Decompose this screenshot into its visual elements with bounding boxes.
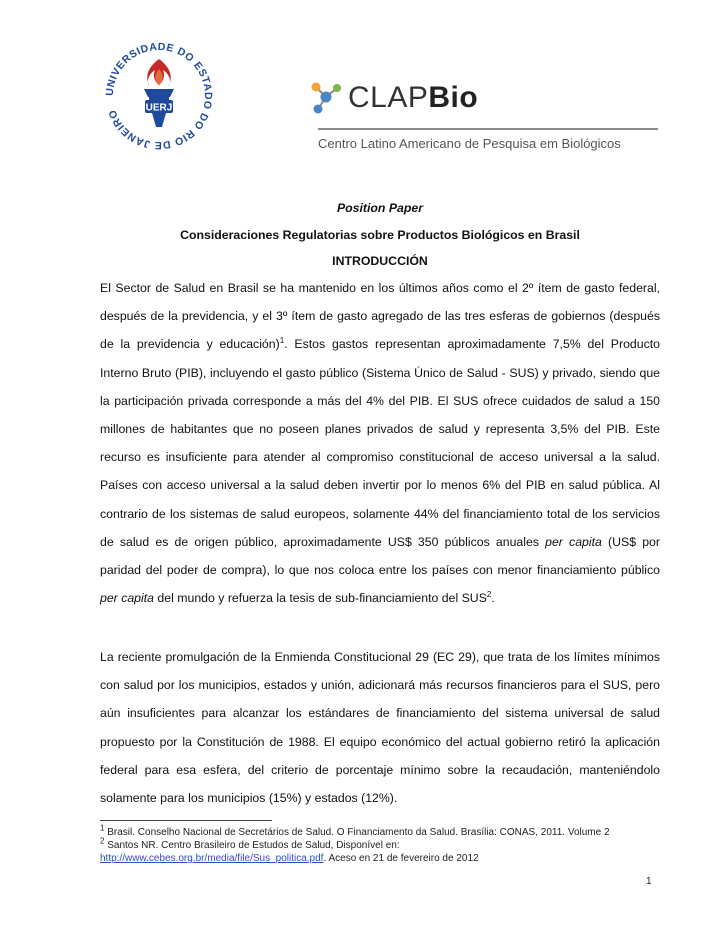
bio-word: Bio: [428, 81, 479, 114]
page-number: 1: [646, 876, 652, 887]
footnote-1-text: Brasil. Conselho Nacional de Secretários de Salud. O Financiamento da Salud. Brasília: CONAS, 2011. Volume 2: [107, 827, 610, 838]
footnote-2: [100, 836, 670, 852]
header-divider: [318, 128, 658, 130]
clapbio-logo: [308, 78, 483, 120]
footnote-2-link[interactable]: http://www.cebes.org.br/media/file/Sus_politica.pdf: [100, 853, 324, 864]
p1-text-a: El Sector de Salud en Brasil se ha mantenido en los últimos años como el 2º ítem de gasto federal, después de la previdencia, y el 3º ítem de gasto agregado de las tres esferas de gobiernos (después de la previdencia y educación): [100, 281, 660, 352]
uerj-acronym: UERJ: [145, 102, 173, 114]
footnote-2-link-line: [100, 852, 670, 865]
document-type-label: Position Paper: [336, 201, 424, 215]
clap-word: CLAP: [348, 81, 429, 114]
clapbio-subtitle: Centro Latino Americano de Pesquisa em Biológicos: [318, 136, 621, 151]
section-heading: INTRODUCCIÓN: [332, 254, 428, 268]
footnote-1-number: 1: [100, 823, 105, 833]
footnote-ref-2: 2: [486, 590, 492, 600]
clapbio-wordmark: [348, 81, 478, 115]
p1-italic-2: per capita: [100, 591, 155, 606]
footnotes: [100, 823, 670, 865]
footnote-2-text: Santos NR. Centro Brasileiro de Estudos de Salud, Disponível en:: [107, 840, 400, 851]
p1-italic-1: per capita: [545, 534, 602, 549]
intro-paragraph-2: La reciente promulgación de la Enmienda Constitucional 29 (EC 29), que trata de los límites mínimos con salud por los municipios, estados y unión, adicionará más recursos financieros para el SUS, pero aún insuficientes para alcanzar los estándares de financiamiento del sistema universal de salud propuesto por la Constitución de 1988. El equipo económico del actual gobierno retiró la aplicación federal para esa esfera, del criterio de porcentaje mínimo sobre la recaudación, manteniéndolo solamente para los municipios (15%) y estados (12%).: [100, 650, 660, 806]
footnote-2-after: . Aceso en 21 de fevereiro de 2012: [323, 853, 479, 864]
p1-text-c: (US$ por paridad del poder de compra), lo que nos coloca entre los países con menor financiamiento público: [100, 534, 660, 578]
footnote-2-number: 2: [100, 836, 105, 846]
torch-cup-icon: [144, 89, 174, 97]
footnote-1: [100, 823, 670, 839]
uerj-ring-text: UNIVERSIDADE DO ESTADO DO RIO DE JANEIRO: [103, 40, 215, 152]
torch-handle-icon: [152, 113, 166, 127]
footnote-divider: [100, 820, 272, 821]
intro-paragraph-1: [100, 274, 660, 612]
molecule-icon: [308, 78, 344, 116]
document-title: Consideraciones Regulatorias sobre Productos Biológicos en Brasil: [180, 228, 580, 242]
uerj-seal-logo: [100, 37, 218, 155]
p1-text-b: . Estos gastos representan aproximadamente 7,5% del Producto Interno Bruto (PIB), incluyendo el gasto público (Sistema Único de Salud - SUS) y privado, siendo que la participación privada corresponde a más del 4% del PIB. El SUS ofrece cuidados de salud a 150 millones de habitantes que no poseen planes privados de salud y representa 3,5% del PIB. Este recurso es insuficiente para atender al compromiso constitucional de acceso universal a la salud. Países con acceso universal a la salud deben invertir por lo menos 6% del PIB en salud pública. Al contrario de los sistemas de salud europeos, solamente 44% del financiamiento total de los servicios de salud es de origen público, aproximadamente US$ 350 públicos anuales: [100, 337, 660, 549]
footnote-ref-1: 1: [279, 336, 285, 346]
p1-text-d: del mundo y refuerza la tesis de sub-financiamiento del SUS: [154, 591, 487, 606]
p1-text-e: .: [491, 591, 495, 606]
